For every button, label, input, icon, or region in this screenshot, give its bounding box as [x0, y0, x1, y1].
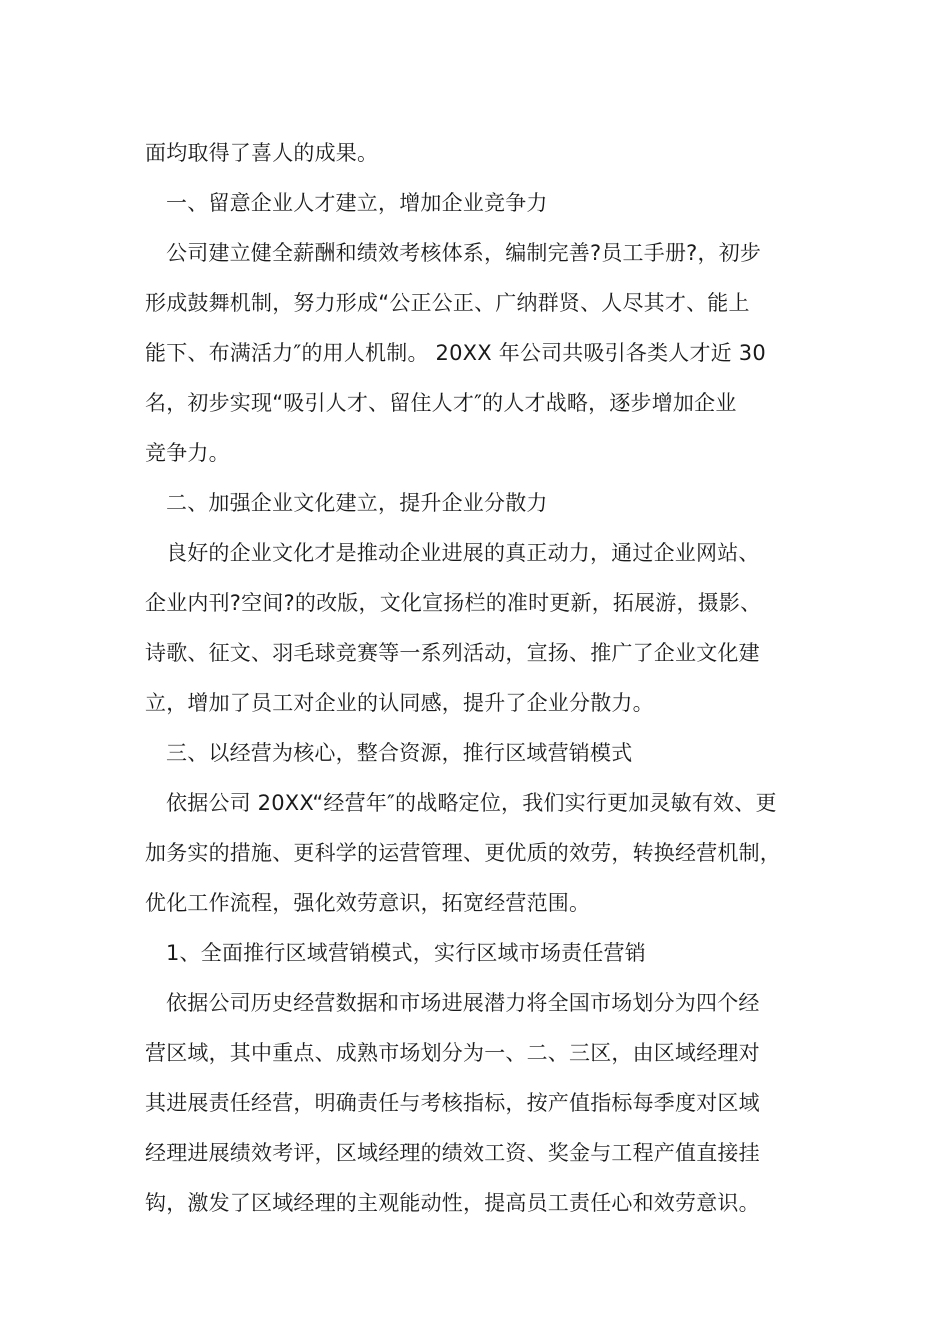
paragraph-line: 公司建立健全薪酬和绩效考核体系，编制完善?员工手册?，初步 — [166, 241, 762, 265]
paragraph-line: 良好的企业文化才是推动企业进展的真正动力，通过企业网站、 — [166, 541, 760, 565]
paragraph-line: 诗歌、征文、羽毛球竞赛等一系列活动，宣扬、推广了企业文化建 — [145, 641, 760, 665]
paragraph-line: 企业内刊?空间?的改版，文化宣扬栏的准时更新，拓展游，摄影、 — [145, 591, 762, 615]
paragraph-line: 加务实的措施、更科学的运营管理、更优质的效劳，转换经营机制， — [145, 841, 781, 865]
paragraph-line: 依据公司 20XX“经营年″的战略定位，我们实行更加灵敏有效、更 — [166, 791, 777, 815]
paragraph-line: 优化工作流程，强化效劳意识，拓宽经营范围。 — [145, 891, 591, 915]
paragraph-line: 面均取得了喜人的成果。 — [145, 141, 379, 165]
section-heading: 三、以经营为核心，整合资源，推行区域营销模式 — [166, 741, 633, 765]
section-heading: 一、留意企业人才建立，增加企业竞争力 — [166, 191, 548, 215]
paragraph-line: 营区域，其中重点、成熟市场划分为一、二、三区，由区域经理对 — [145, 1041, 760, 1065]
paragraph-line: 形成鼓舞机制，努力形成“公正公正、广纳群贤、人尽其才、能上 — [145, 291, 750, 315]
paragraph-line: 经理进展绩效考评，区域经理的绩效工资、奖金与工程产值直接挂 — [145, 1141, 760, 1165]
subsection-heading: 1、全面推行区域营销模式，实行区域市场责任营销 — [166, 941, 646, 965]
paragraph-line: 竞争力。 — [145, 441, 230, 465]
paragraph-line: 其进展责任经营，明确责任与考核指标，按产值指标每季度对区域 — [145, 1091, 760, 1115]
paragraph-line: 能下、布满活力″的用人机制。 20XX 年公司共吸引各类人才近 30 — [145, 341, 766, 365]
document-body — [145, 128, 825, 1228]
section-heading: 二、加强企业文化建立，提升企业分散力 — [166, 491, 548, 515]
paragraph-line: 依据公司历史经营数据和市场进展潜力将全国市场划分为四个经 — [166, 991, 760, 1015]
paragraph-line: 立，增加了员工对企业的认同感，提升了企业分散力。 — [145, 691, 654, 715]
paragraph-line: 钩，激发了区域经理的主观能动性，提高员工责任心和效劳意识。 — [145, 1191, 760, 1215]
paragraph-line: 名，初步实现“吸引人才、留住人才″的人才战略，逐步增加企业 — [145, 391, 737, 415]
